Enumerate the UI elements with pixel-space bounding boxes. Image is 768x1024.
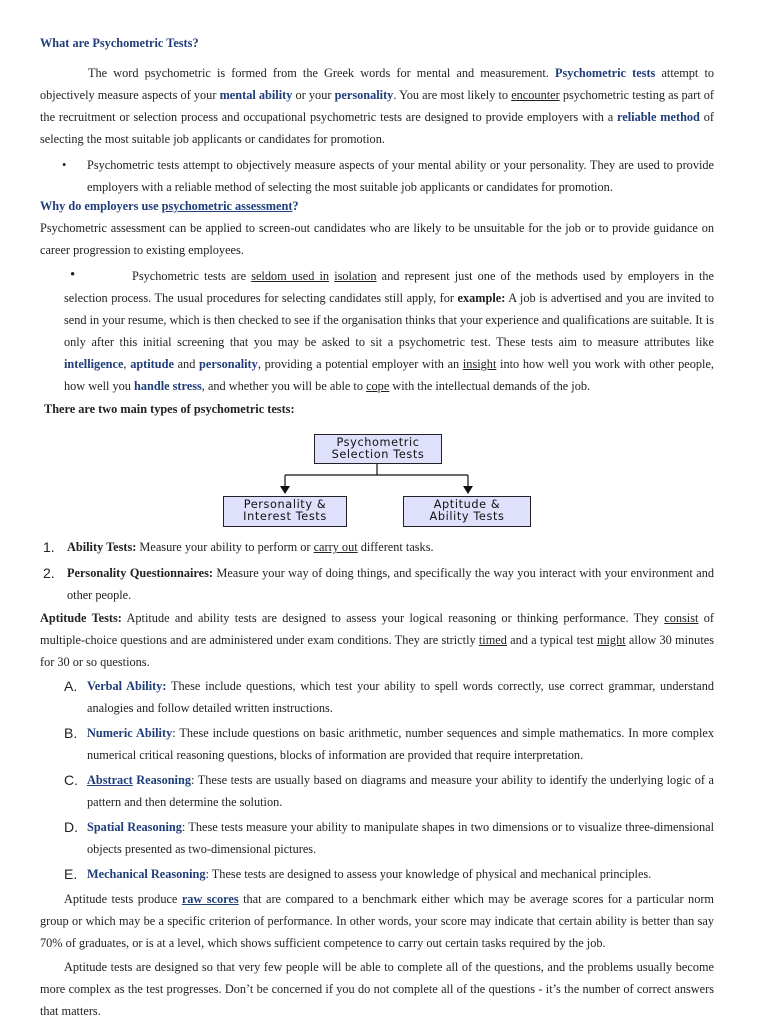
list-letter: E.	[64, 866, 78, 882]
types-heading: There are two main types of psychometric tests:	[44, 402, 295, 416]
assessment-paragraph: Psychometric assessment can be applied to screen-out candidates who are likely to be unsuitable for the job or to provide guidance on career progression to existing employees.	[40, 221, 714, 257]
box-label-line: Psychometric	[336, 436, 420, 449]
abstract-link[interactable]: Abstract	[87, 773, 133, 787]
subtype-text: : These tests are usually based on diagrams and measure your ability to identify the underlying logic of a pattern and then determine the solution.	[87, 773, 714, 809]
list-letter: B.	[64, 725, 78, 741]
text: allow 30 minutes for 30 or so questions.	[40, 633, 714, 669]
raw-scores-paragraph	[40, 888, 714, 954]
list-item-mechanical-reasoning	[40, 863, 714, 885]
list-letter: C.	[64, 772, 78, 788]
underlined-term: seldom used in	[251, 269, 330, 283]
list-item-abstract-reasoning	[40, 769, 714, 813]
text: Aptitude and ability tests are designed to assess your logical reasoning or thinking performance. They	[121, 611, 665, 625]
selection-tests-diagram	[0, 420, 768, 540]
box-label-line: Aptitude &	[433, 498, 501, 511]
type-label: Personality Questionnaires:	[67, 566, 213, 580]
text: with the intellectual demands of the job.	[389, 379, 591, 393]
text: ,	[123, 357, 131, 371]
text: and	[173, 357, 200, 371]
list-item	[40, 154, 714, 198]
bullet-icon: •	[62, 158, 67, 172]
underlined-term: cope	[366, 379, 390, 393]
text: Psychometric tests are	[132, 269, 252, 283]
text: and represent just one of the methods used by employers in the selection process. The usual procedures for selecting candidates still apply, for	[64, 269, 714, 305]
subtype-text: : These include questions on basic arithmetic, number sequences and simple mathematics. In more complex numerical critical reasoning questions, blocks of information are provided that require interpretation.	[87, 726, 714, 762]
keyword-handle-stress[interactable]: handle stress	[134, 379, 202, 393]
intro-paragraph	[40, 62, 714, 150]
box-label-line: Selection Tests	[331, 448, 425, 461]
aptitude-label: Aptitude Tests:	[40, 611, 122, 625]
underlined-term: timed	[478, 633, 507, 647]
text: Measure your ability to perform or	[136, 540, 314, 554]
text: . You are most likely to	[393, 88, 512, 102]
underlined-term: isolation	[334, 269, 377, 283]
bullet-text	[64, 265, 714, 397]
keyword-reliable-method[interactable]: reliable method	[617, 110, 700, 124]
aptitude-ability-tests-box	[403, 496, 531, 527]
text: The word psychometric is formed from the Greek words for mental and measurement.	[88, 66, 555, 80]
list-item-ability-tests	[40, 536, 714, 558]
text: that are compared to a benchmark either which may be average scores for a particular norm group or which may be a specific criterion of performance. In other words, your score may indicate that certain ability is better than say 70% of graduates, or is at a level, which shows sufficient competence to carry out certain tasks required by the job.	[40, 892, 714, 950]
bullet-icon: •	[70, 267, 76, 283]
section-heading-why-employers	[40, 195, 714, 217]
personality-interest-tests-box	[223, 496, 347, 527]
list-item	[40, 265, 714, 397]
text: A job is advertised and you are invited to send in your resume, which is then checked to see if the organisation thinks that your experience and qualifications are suitable. It is only after this initial screening that you may be asked to sit a psychometric test. These tests aim to measure attributes like	[64, 291, 714, 349]
bold-term: example:	[457, 291, 506, 305]
subtype-label[interactable]: Verbal Ability:	[87, 679, 167, 693]
list-letter: A.	[64, 678, 78, 694]
list-number: 2.	[43, 565, 55, 581]
underlined-term: might	[596, 633, 626, 647]
list-number: 1.	[43, 539, 55, 555]
subtype-text: These include questions, which test your ability to spell words correctly, use correct grammar, understand analogies and follow detailed written instructions.	[87, 679, 715, 715]
text: into how well you work with other people, how well you	[64, 357, 714, 393]
text: Measure your way of doing things, and specifically the way you interact with your environment and other people.	[67, 566, 714, 602]
box-label-line: Ability Tests	[429, 510, 505, 523]
keyword-mental-ability[interactable]: mental ability	[219, 88, 293, 102]
heading-text: Why do employers use	[40, 199, 162, 213]
keyword-aptitude[interactable]: aptitude	[130, 357, 174, 371]
text: or your	[292, 88, 335, 102]
subtype-label[interactable]: Mechanical Reasoning	[87, 867, 206, 881]
raw-scores-link[interactable]: raw scores	[181, 892, 239, 906]
underlined-term: insight	[462, 357, 497, 371]
box-label-line: Personality &	[243, 498, 327, 511]
keyword-personality[interactable]: personality	[199, 357, 258, 371]
text: , providing a potential employer with an	[257, 357, 463, 371]
list-item-spatial-reasoning	[40, 816, 714, 860]
keyword-intelligence[interactable]: intelligence	[64, 357, 124, 371]
keyword-personality[interactable]: personality	[334, 88, 394, 102]
keyword-psychometric-tests[interactable]: Psychometric tests	[554, 66, 656, 80]
subtype-label[interactable]: Numeric Ability	[87, 726, 173, 740]
text: , and whether you will be able to	[201, 379, 367, 393]
text: attempt to objectively measure aspects of your	[40, 66, 715, 102]
text: and a typical test	[506, 633, 597, 647]
heading-text: ?	[292, 199, 299, 213]
list-item-numeric-ability	[40, 722, 714, 766]
box-label-line: Interest Tests	[243, 510, 327, 523]
subtype-label[interactable]: Spatial Reasoning	[87, 820, 182, 834]
type-label: Ability Tests:	[67, 540, 137, 554]
test-types-list	[40, 536, 714, 606]
psychometric-selection-tests-box	[314, 434, 442, 464]
bullet-list	[40, 265, 714, 397]
aptitude-subtypes-list	[40, 675, 714, 885]
text: of selecting the most suitable job applicants or candidates for promotion.	[40, 110, 714, 146]
list-item-personality-questionnaires	[40, 562, 714, 606]
text: psychometric testing as part of the recruitment or selection process and occupational psychometric tests are designed to provide employers with a	[40, 88, 714, 124]
list-letter: D.	[64, 819, 78, 835]
bullet-list	[40, 154, 714, 198]
bullet-text: Psychometric tests attempt to objectively measure aspects of your mental ability or your personality. They are used to provide employers with a reliable method of selecting the most suitable job applicants or candidates for promotion.	[87, 158, 714, 194]
subtype-text: : These tests are designed to assess your knowledge of physical and mechanical principles.	[205, 867, 652, 881]
underlined-term: encounter	[511, 88, 560, 102]
psychometric-assessment-link[interactable]: psychometric assessment	[161, 199, 293, 213]
text: of multiple-choice questions and are administered under exam conditions. They are strictly	[40, 611, 714, 647]
subtype-text: : These tests measure your ability to manipulate shapes in two dimensions or to visualize three-dimensional objects presented as two-dimensional pictures.	[87, 820, 714, 856]
aptitude-tests-paragraph	[40, 607, 714, 673]
underlined-term: carry out	[313, 540, 358, 554]
completion-paragraph: Aptitude tests are designed so that very few people will be able to complete all of the questions, and the problems usually become more complex as the test progresses. Don’t be concerned if you do not complete all of the questions - it’s the number of correct answers that matters.	[40, 960, 714, 1018]
section-heading-what-are: What are Psychometric Tests?	[40, 36, 199, 50]
underlined-term: consist	[664, 611, 699, 625]
subtype-label[interactable]: Reasoning	[132, 773, 191, 787]
text: different tasks.	[357, 540, 434, 554]
text: Aptitude tests produce	[64, 892, 182, 906]
list-item-verbal-ability	[40, 675, 714, 719]
